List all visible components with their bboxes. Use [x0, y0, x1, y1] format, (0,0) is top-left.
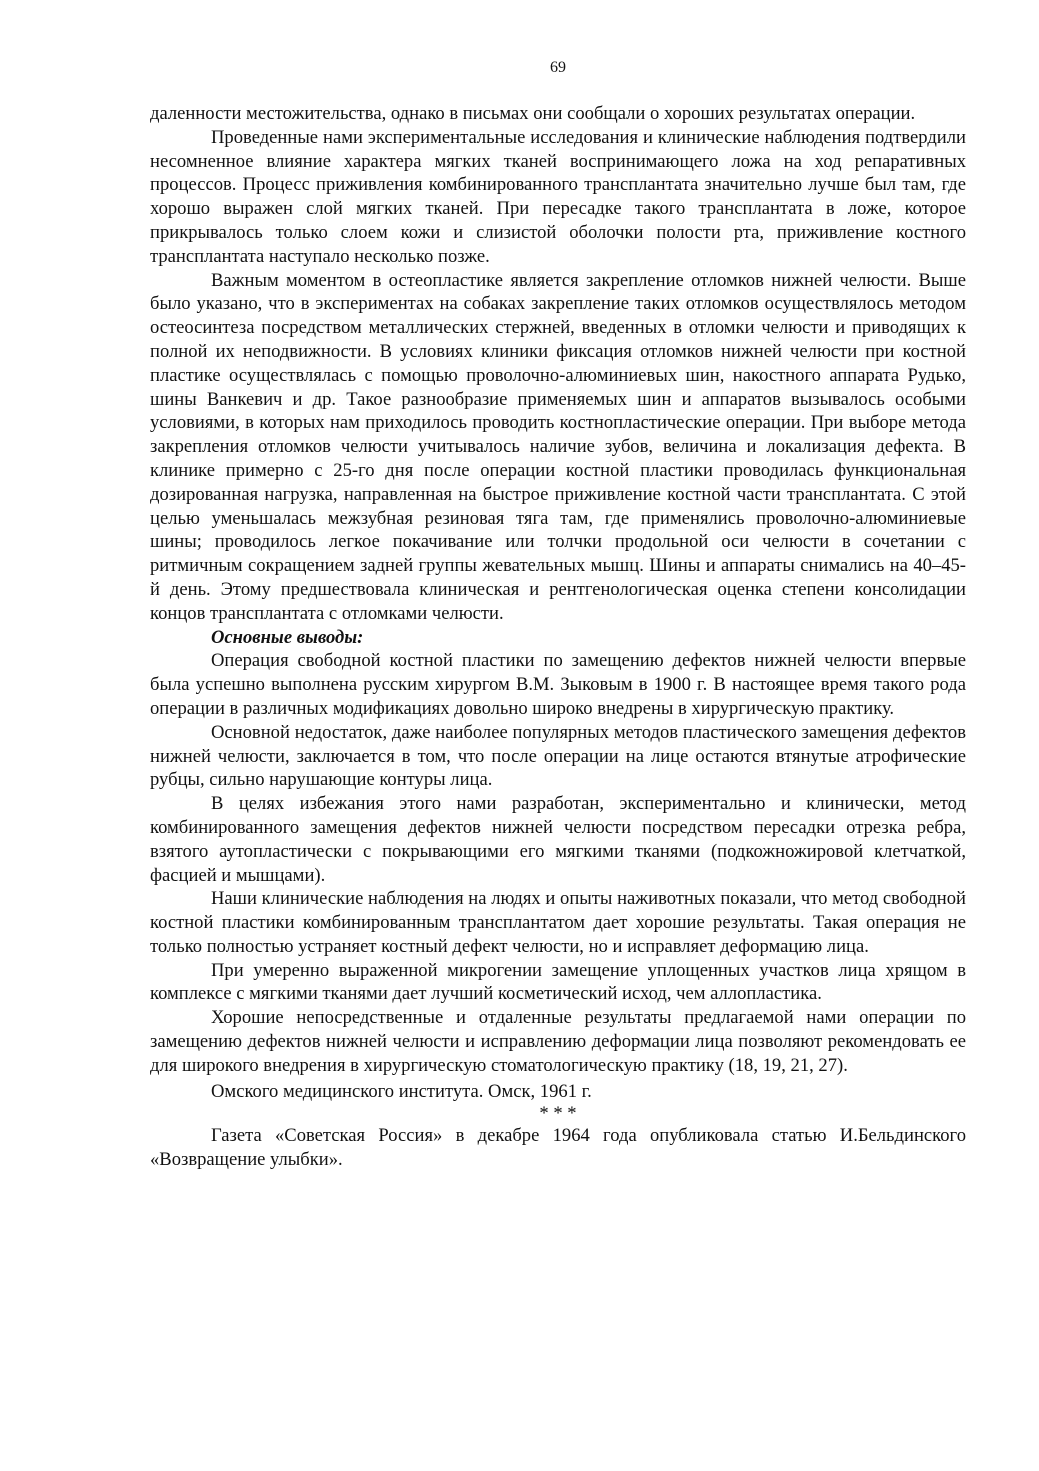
conclusions-heading: Основные выводы: [211, 626, 364, 648]
body-paragraph: Проведенные нами экспериментальные исследования и клинические наблюдения подтвердили несомненное влияние характера мягких тканей воспринимающего ложа на ход репаративных процессов. Процесс приживления комбинированного трансплантата значительно лучше был там, где хорошо выражен слой мягких тканей. При пересадке такого трансплантата в ложе, которое прикрывалось только слоем кожи и слизистой оболочки полости рта, приживление костного трансплантата наступало несколько позже. [150, 126, 966, 267]
source-line: Омского медицинского института. Омск, 1961 г. [211, 1080, 592, 1102]
conclusion-paragraph: Наши клинические наблюдения на людях и опыты наживотных показали, что метод свободной костной пластики комбинированным трансплантатом дает хорошие результаты. Такая операция не только полностью устраняет костный дефект челюсти, но и исправляет деформацию лица. [150, 888, 966, 957]
conclusion-paragraph: Хорошие непосредственные и отдаленные результаты предлагаемой нами операции по замещению дефектов нижней челюсти и исправлению деформации лица позволяют рекомендовать ее для широкого внедрения в хирургическую стоматологическую практику (18, 19, 21, 27). [150, 1007, 966, 1076]
conclusion-paragraph: При умеренно выраженной микрогении замещение уплощенных участков лица хрящом в комплексе с мягкими тканями дает лучший косметический исход, чем аллопластика. [150, 959, 966, 1005]
document-page [150, 58, 966, 1172]
conclusion-paragraph: Основной недостаток, даже наиболее популярных методов пластического замещения дефектов нижней челюсти, заключается в том, что после операции на лице остаются втянутые атрофические рубцы, сильно нарушающие контуры лица. [150, 721, 966, 791]
closing-paragraph: Газета «Советская Россия» в декабре 1964 года опубликовала статью И.Бельдинского «Возвращение улыбки». [150, 1125, 966, 1171]
page-number: 69 [550, 59, 566, 76]
conclusion-paragraph: Операция свободной костной пластики по замещению дефектов нижней челюсти впервые была успешно выполнена русским хирургом В.М. Зыковым в 1900 г. В настоящее время такого рода операции в различных модификациях довольно широко внедрены в хирургическую практику. [150, 650, 966, 719]
section-separator: * * * [539, 1103, 577, 1125]
body-paragraph-continuation: даленности местожительства, однако в письмах они сообщали о хороших результатах операции. [150, 103, 916, 124]
body-paragraph: Важным моментом в остеопластике является закрепление отломков нижней челюсти. Выше было указано, что в экспериментах на собаках закрепление таких отломков осуществлялось методом остеосинтеза посредством металлических стержней, введенных в отломки челюсти и приводящих к полной их неподвижности. В условиях клиники фиксация отломков нижней челюсти при костной пластике осуществлялась с помощью проволочно-алюминиевых шин, накостного аппарата Рудько, шины Ванкевич и др. Такое разнообразие применяемых шин и аппаратов вызывалось особыми условиями, в которых нам приходилось проводить костнопластические операции. При выборе метода закрепления отломков челюсти учитывалось наличие зубов, величина и локализация дефекта. В клинике примерно с 25-го дня после операции костной пластики проводилась функциональная дозированная нагрузка, направленная на быстрое приживление костной части трансплантата. С этой целью уменьшалась межзубная резиновая тяга там, где применялись проволочно-алюминиевые шины; проводилось легкое покачивание или толчки продольной оси челюсти в сочетании с ритмичным сокращением задней группы жевательных мышц. Шины и аппараты снимались на 40–45-й день. Этому предшествовала клиническая и рентгенологическая оценка степени консолидации концов трансплантата с отломками челюсти. [150, 269, 966, 624]
conclusion-paragraph: В целях избежания этого нами разработан, экспериментально и клинически, метод комбинированного замещения дефектов нижней челюсти посредством пересадки отрезка ребра, взятого аутопластически с покрывающими его мягкими тканями (подкожножировой клетчаткой, фасцией и мышцами). [150, 793, 966, 886]
